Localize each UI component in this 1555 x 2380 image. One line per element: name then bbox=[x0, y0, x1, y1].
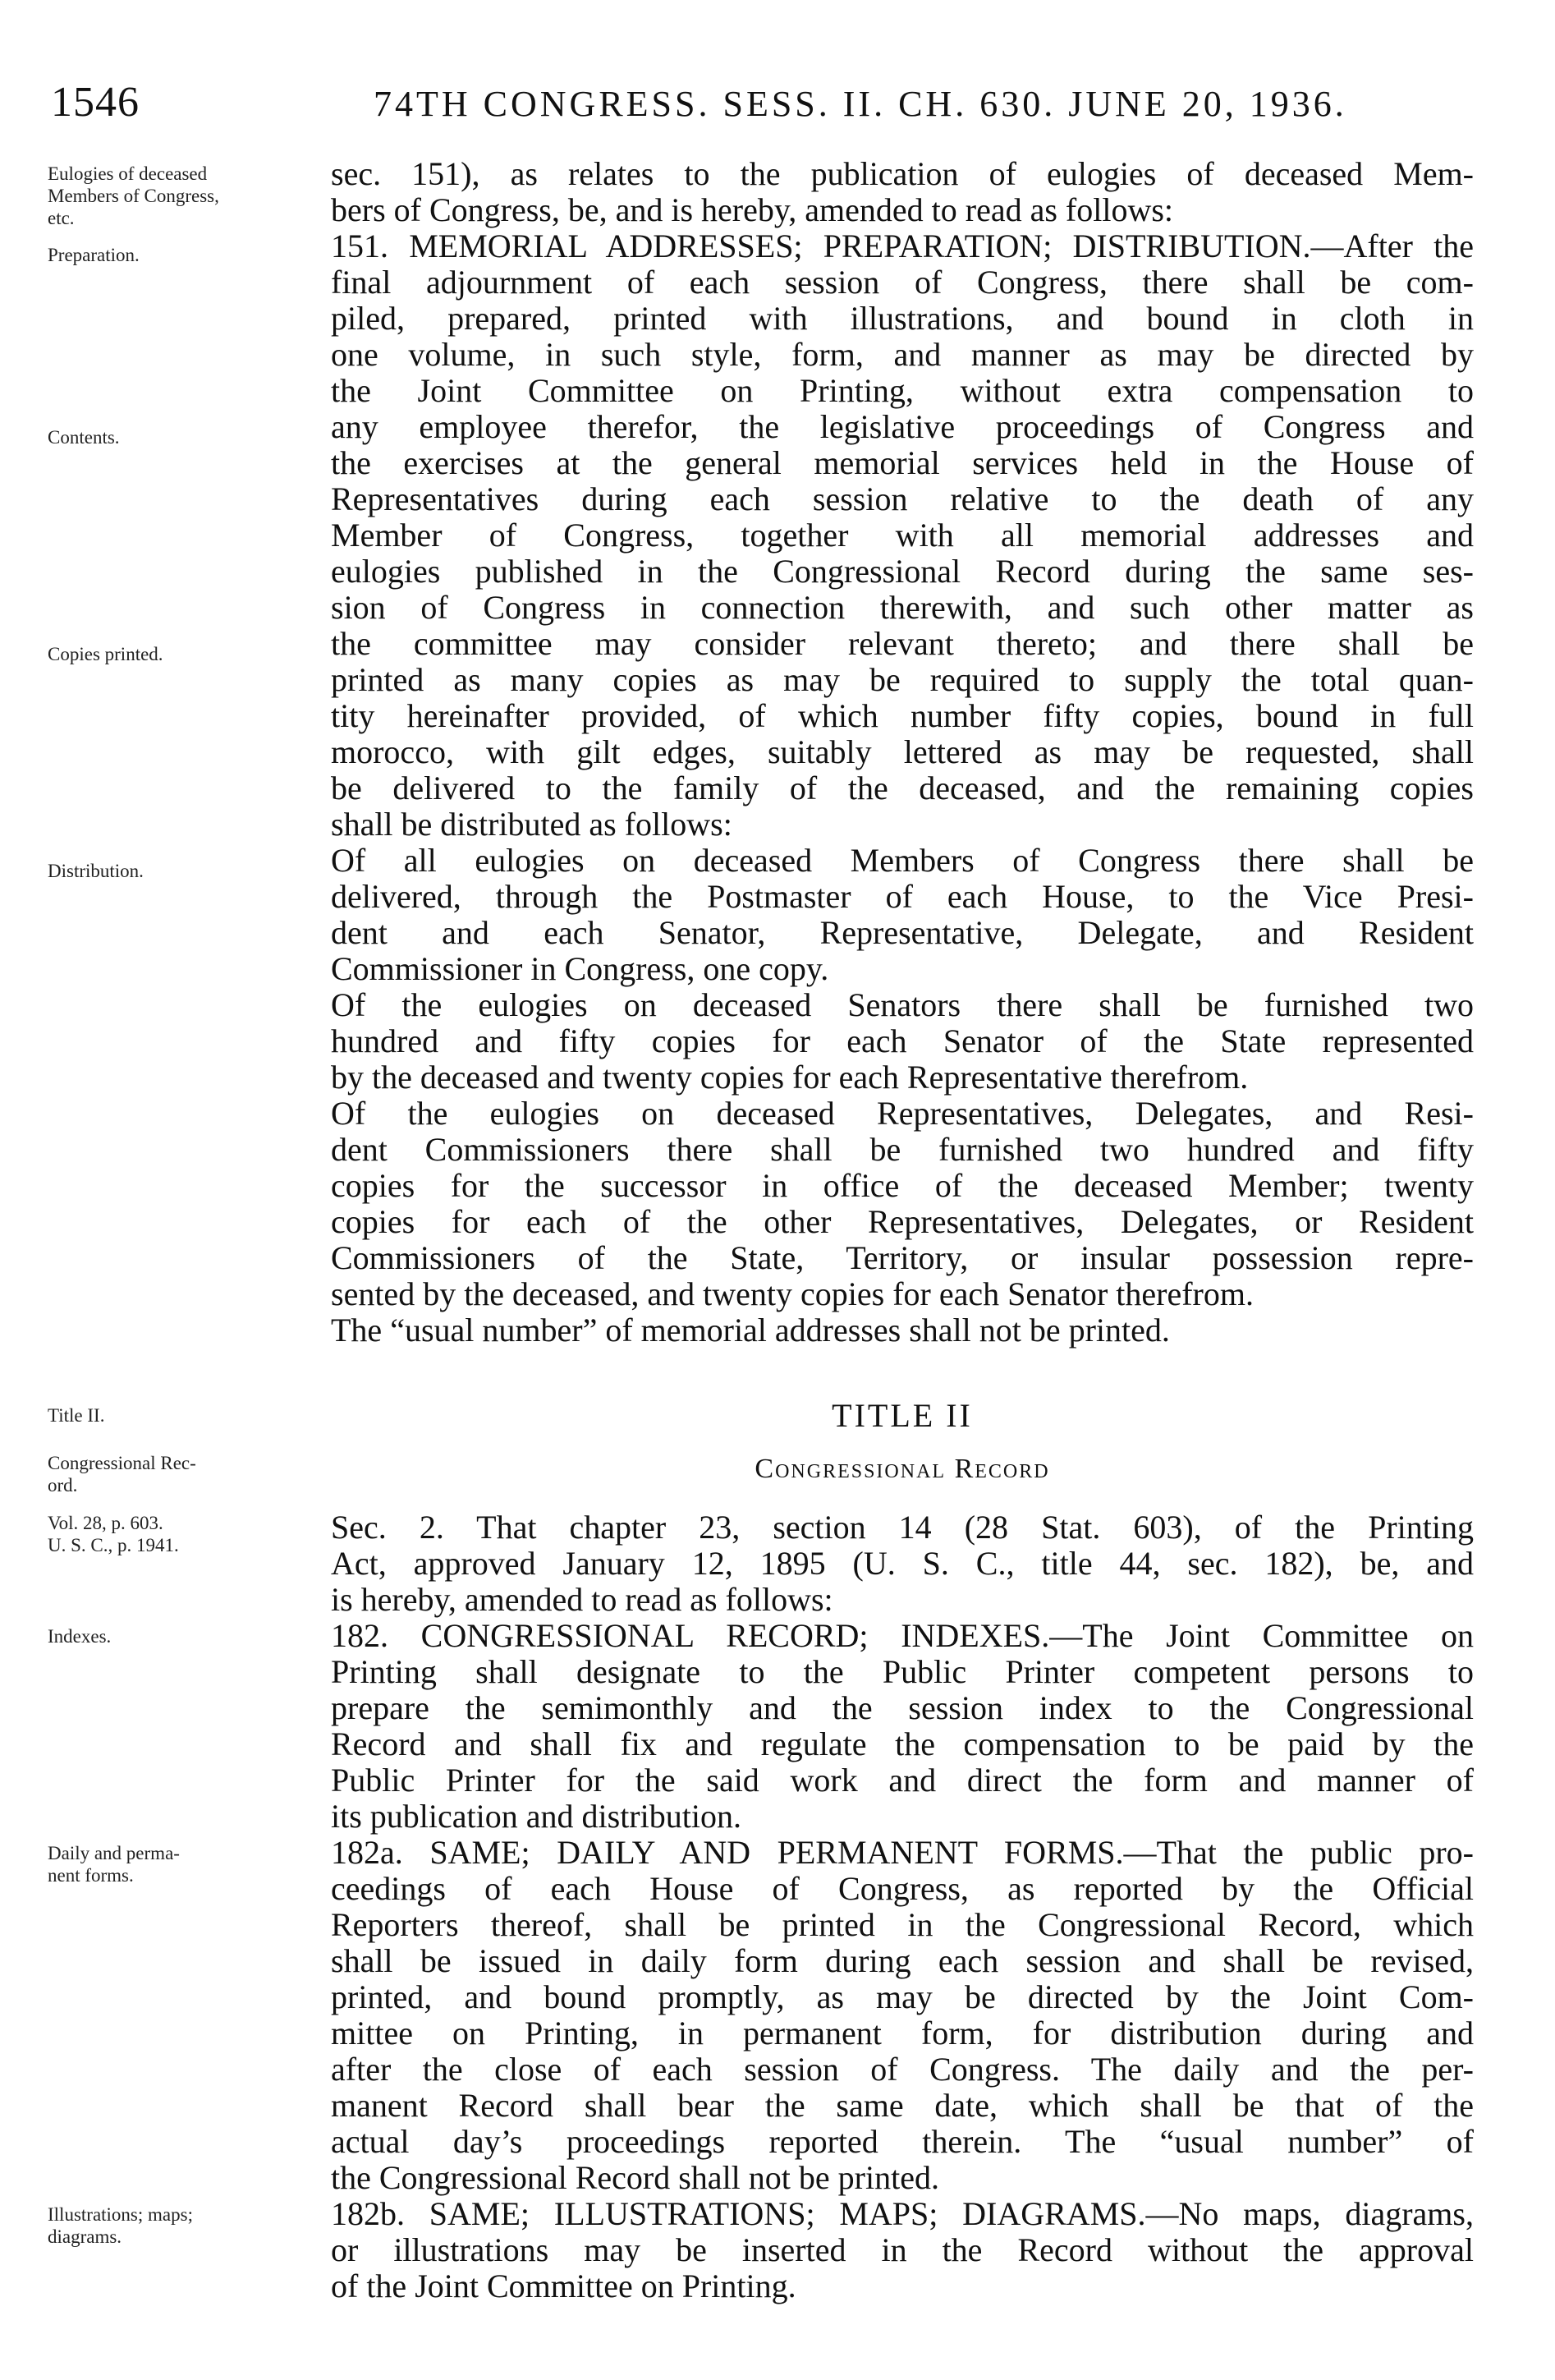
margin-note-preparation: Preparation. bbox=[48, 245, 140, 265]
text-line: after the close of each session of Congress. The daily and the per- bbox=[331, 2051, 1474, 2088]
text-line: the Congressional Record shall not be printed. bbox=[331, 2159, 939, 2196]
text-line: Commissioners of the State, Territory, or insular possession repre- bbox=[331, 1239, 1474, 1276]
text-line: Commissioner in Congress, one copy. bbox=[331, 950, 829, 987]
text-line: is hereby, amended to read as follows: bbox=[331, 1581, 833, 1618]
text-line: sented by the deceased, and twenty copies for each Senator therefrom. bbox=[331, 1275, 1254, 1312]
text-line: 182. CONGRESSIONAL RECORD; INDEXES.—The Joint Committee on bbox=[331, 1617, 1474, 1654]
text-line: dent Commissioners there shall be furnished two hundred and fifty bbox=[331, 1131, 1474, 1168]
text-line: ceedings of each House of Congress, as reported by the Official bbox=[331, 1870, 1474, 1907]
text-line: by the deceased and twenty copies for each Representative therefrom. bbox=[331, 1059, 1249, 1096]
body-text-section-151 bbox=[331, 156, 1474, 1349]
margin-note-distribution: Distribution. bbox=[48, 861, 144, 881]
title-subheading: Congressional Record bbox=[755, 1454, 1050, 1484]
text-line: Of all eulogies on deceased Members of Congress there shall be bbox=[331, 842, 1474, 879]
text-line: be delivered to the family of the deceased, and the remaining copies bbox=[331, 770, 1474, 806]
text-line: Reporters thereof, shall be printed in the Congressional Record, which bbox=[331, 1906, 1474, 1943]
text-line: 182a. SAME; DAILY AND PERMANENT FORMS.—That the public pro- bbox=[331, 1834, 1474, 1871]
text-line: morocco, with gilt edges, suitably lettered as may be requested, shall bbox=[331, 733, 1474, 770]
margin-note-indexes: Indexes. bbox=[48, 1626, 112, 1647]
text-line: one volume, in such style, form, and manner as may be directed by bbox=[331, 336, 1474, 373]
text-line: prepare the semimonthly and the session index to the Congressional bbox=[331, 1689, 1474, 1726]
margin-note-illustrations: Illustrations; maps; diagrams. bbox=[48, 2204, 193, 2247]
text-line: manent Record shall bear the same date, which shall be that of the bbox=[331, 2087, 1474, 2124]
text-line: 182b. SAME; ILLUSTRATIONS; MAPS; DIAGRAMS.—No maps, diagrams, bbox=[331, 2195, 1474, 2232]
text-line: the Joint Committee on Printing, without extra compensation to bbox=[331, 372, 1474, 409]
page-number: 1546 bbox=[51, 79, 140, 126]
text-line: of the Joint Committee on Printing. bbox=[331, 2267, 796, 2304]
text-line: or illustrations may be inserted in the Record without the approval bbox=[331, 2231, 1474, 2268]
margin-note-citation: Vol. 28, p. 603. U. S. C., p. 1941. bbox=[48, 1513, 179, 1555]
text-line: bers of Congress, be, and is hereby, amended to read as follows: bbox=[331, 191, 1174, 228]
title-heading: TITLE II bbox=[832, 1397, 973, 1434]
text-line: sion of Congress in connection therewith, and such other matter as bbox=[331, 589, 1474, 626]
text-line: tity hereinafter provided, of which number fifty copies, bound in full bbox=[331, 697, 1474, 734]
text-line: eulogies published in the Congressional Record during the same ses- bbox=[331, 553, 1474, 590]
text-line: sec. 151), as relates to the publication of eulogies of deceased Mem- bbox=[331, 155, 1474, 192]
text-line: the committee may consider relevant thereto; and there shall be bbox=[331, 625, 1474, 662]
text-line: Representatives during each session relative to the death of any bbox=[331, 480, 1474, 517]
text-line: its publication and distribution. bbox=[331, 1798, 741, 1835]
text-line: copies for each of the other Representatives, Delegates, or Resident bbox=[331, 1203, 1474, 1240]
text-line: Of the eulogies on deceased Senators there shall be furnished two bbox=[331, 986, 1474, 1023]
text-line: Printing shall designate to the Public Printer competent persons to bbox=[331, 1653, 1474, 1690]
text-line: 151. MEMORIAL ADDRESSES; PREPARATION; DISTRIBUTION.—After the bbox=[331, 227, 1474, 264]
margin-note-title-ii: Title II. bbox=[48, 1405, 105, 1426]
text-line: Of the eulogies on deceased Representatives, Delegates, and Resi- bbox=[331, 1095, 1474, 1132]
margin-note-daily-forms: Daily and perma- nent forms. bbox=[48, 1843, 180, 1886]
margin-note-copies-printed: Copies printed. bbox=[48, 644, 163, 664]
margin-note-eulogies: Eulogies of deceased Members of Congress, etc. bbox=[48, 163, 219, 228]
text-line: printed as many copies as may be required to supply the total quan- bbox=[331, 661, 1474, 698]
text-line: actual day’s proceedings reported therein. The “usual number” of bbox=[331, 2123, 1474, 2160]
text-line: Public Printer for the said work and direct the form and manner of bbox=[331, 1762, 1474, 1799]
margin-note-congressional-record: Congressional Rec- ord. bbox=[48, 1453, 196, 1496]
text-line: shall be issued in daily form during each session and shall be revised, bbox=[331, 1942, 1474, 1979]
text-line: Sec. 2. That chapter 23, section 14 (28 Stat. 603), of the Printing bbox=[331, 1509, 1474, 1546]
text-line: any employee therefor, the legislative proceedings of Congress and bbox=[331, 408, 1474, 445]
text-line: final adjournment of each session of Congress, there shall be com- bbox=[331, 264, 1474, 301]
text-line: the exercises at the general memorial services held in the House of bbox=[331, 444, 1474, 481]
text-line: The “usual number” of memorial addresses shall not be printed. bbox=[331, 1312, 1170, 1349]
body-text-section-2 bbox=[331, 1509, 1474, 2304]
page-header bbox=[0, 78, 1555, 136]
text-line: Record and shall fix and regulate the compensation to be paid by the bbox=[331, 1725, 1474, 1762]
running-head: 74TH CONGRESS. SESS. II. CH. 630. JUNE 20, 1936. bbox=[374, 84, 1347, 124]
text-line: Act, approved January 12, 1895 (U. S. C., title 44, sec. 182), be, and bbox=[331, 1545, 1474, 1582]
text-line: delivered, through the Postmaster of each House, to the Vice Presi- bbox=[331, 878, 1474, 915]
text-line: dent and each Senator, Representative, Delegate, and Resident bbox=[331, 914, 1474, 951]
text-line: hundred and fifty copies for each Senator of the State represented bbox=[331, 1022, 1474, 1059]
text-line: copies for the successor in office of the deceased Member; twenty bbox=[331, 1167, 1474, 1204]
text-line: piled, prepared, printed with illustrations, and bound in cloth in bbox=[331, 300, 1474, 337]
margin-note-contents: Contents. bbox=[48, 427, 120, 448]
text-line: Member of Congress, together with all memorial addresses and bbox=[331, 517, 1474, 554]
text-line: printed, and bound promptly, as may be directed by the Joint Com- bbox=[331, 1978, 1474, 2015]
text-line: shall be distributed as follows: bbox=[331, 806, 732, 843]
text-line: mittee on Printing, in permanent form, for distribution during and bbox=[331, 2015, 1474, 2051]
